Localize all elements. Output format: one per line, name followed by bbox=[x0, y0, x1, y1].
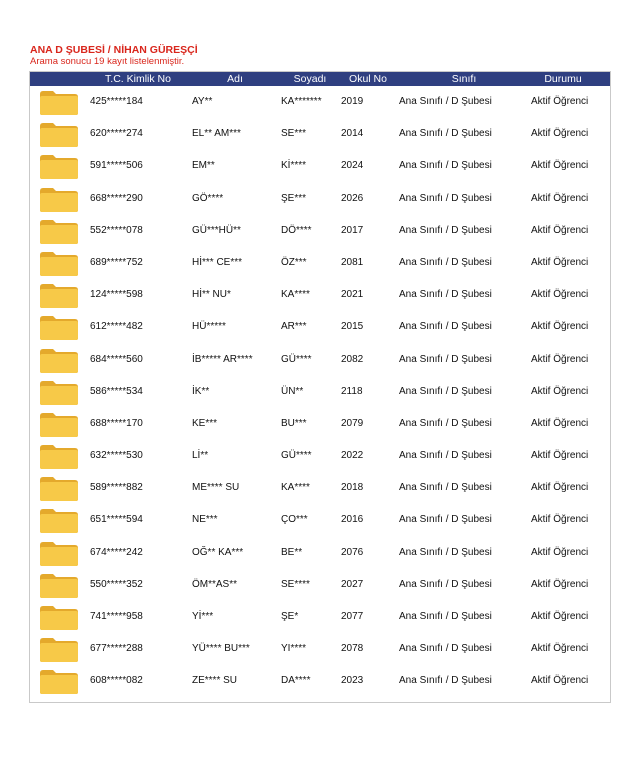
table-row[interactable] bbox=[30, 472, 610, 504]
cell-sinif: Ana Sınıfı / D Şubesi bbox=[399, 643, 492, 655]
folder-icon[interactable] bbox=[39, 122, 79, 148]
cell-okul-no: 2081 bbox=[341, 256, 364, 268]
cell-soyad: GÜ**** bbox=[281, 450, 312, 462]
cell-sinif: Ana Sınıfı / D Şubesi bbox=[399, 417, 492, 429]
cell-okul-no: 2023 bbox=[341, 675, 364, 687]
cell-sinif: Ana Sınıfı / D Şubesi bbox=[399, 256, 492, 268]
cell-soyad: SE**** bbox=[281, 578, 310, 590]
cell-durum: Aktif Öğrenci bbox=[531, 643, 589, 655]
cell-okul-no: 2021 bbox=[341, 289, 364, 301]
cell-durum: Aktif Öğrenci bbox=[531, 353, 589, 365]
column-header-sinif[interactable]: Sınıfı bbox=[451, 73, 477, 85]
folder-icon[interactable] bbox=[39, 283, 79, 309]
cell-ad: Hİ** NU* bbox=[192, 289, 231, 301]
cell-sinif: Ana Sınıfı / D Şubesi bbox=[399, 224, 492, 236]
cell-durum: Aktif Öğrenci bbox=[531, 160, 589, 172]
cell-durum: Aktif Öğrenci bbox=[531, 675, 589, 687]
cell-soyad: ÖZ*** bbox=[281, 256, 307, 268]
cell-ad: GÜ***HÜ** bbox=[192, 224, 241, 236]
cell-ad: İK** bbox=[192, 385, 210, 397]
cell-soyad: SE*** bbox=[281, 128, 307, 140]
cell-ad: OĞ** KA*** bbox=[192, 546, 244, 558]
column-header-soyad[interactable]: Soyadı bbox=[293, 73, 327, 85]
cell-soyad: GÜ**** bbox=[281, 353, 312, 365]
cell-soyad: Kİ**** bbox=[281, 160, 307, 172]
cell-ad: İB***** AR**** bbox=[192, 353, 253, 365]
cell-tc: 668*****290 bbox=[90, 192, 143, 204]
cell-tc: 612*****482 bbox=[90, 321, 143, 333]
cell-soyad: DÖ**** bbox=[281, 224, 312, 236]
cell-durum: Aktif Öğrenci bbox=[531, 482, 589, 494]
cell-ad: Lİ** bbox=[192, 450, 209, 462]
folder-icon[interactable] bbox=[39, 412, 79, 438]
table-header bbox=[30, 72, 610, 86]
cell-okul-no: 2082 bbox=[341, 353, 364, 365]
cell-sinif: Ana Sınıfı / D Şubesi bbox=[399, 192, 492, 204]
cell-durum: Aktif Öğrenci bbox=[531, 578, 589, 590]
cell-soyad: YI**** bbox=[281, 643, 307, 655]
table-row[interactable] bbox=[30, 408, 610, 440]
cell-durum: Aktif Öğrenci bbox=[531, 450, 589, 462]
cell-sinif: Ana Sınıfı / D Şubesi bbox=[399, 96, 492, 107]
student-table bbox=[29, 71, 611, 703]
cell-durum: Aktif Öğrenci bbox=[531, 321, 589, 333]
cell-okul-no: 2017 bbox=[341, 224, 364, 236]
folder-icon[interactable] bbox=[39, 476, 79, 502]
cell-okul-no: 2019 bbox=[341, 96, 364, 107]
cell-okul-no: 2015 bbox=[341, 321, 364, 333]
cell-okul-no: 2027 bbox=[341, 578, 364, 590]
cell-tc: 620*****274 bbox=[90, 128, 143, 140]
cell-sinif: Ana Sınıfı / D Şubesi bbox=[399, 611, 492, 622]
cell-sinif: Ana Sınıfı / D Şubesi bbox=[399, 289, 492, 301]
table-row[interactable] bbox=[30, 504, 610, 536]
cell-ad: EM** bbox=[192, 160, 215, 172]
cell-durum: Aktif Öğrenci bbox=[531, 289, 589, 301]
cell-tc: 589*****882 bbox=[90, 482, 143, 494]
cell-ad: YÜ**** BU*** bbox=[192, 643, 250, 655]
result-count-text: Arama sonucu 19 kayıt listelenmiştir. bbox=[30, 56, 185, 67]
cell-okul-no: 2077 bbox=[341, 611, 364, 622]
table-row[interactable] bbox=[30, 118, 610, 150]
folder-icon[interactable] bbox=[39, 251, 79, 277]
cell-durum: Aktif Öğrenci bbox=[531, 385, 589, 397]
column-header-durum[interactable]: Durumu bbox=[544, 73, 582, 85]
cell-durum: Aktif Öğrenci bbox=[531, 417, 589, 429]
cell-sinif: Ana Sınıfı / D Şubesi bbox=[399, 160, 492, 172]
cell-ad: ÖM**AS** bbox=[192, 578, 238, 590]
cell-soyad: BE** bbox=[281, 546, 303, 558]
cell-sinif: Ana Sınıfı / D Şubesi bbox=[399, 546, 492, 558]
table-row[interactable] bbox=[30, 440, 610, 472]
cell-sinif: Ana Sınıfı / D Şubesi bbox=[399, 482, 492, 494]
table-row[interactable] bbox=[30, 537, 610, 569]
cell-ad: EL** AM*** bbox=[192, 128, 241, 140]
folder-icon[interactable] bbox=[39, 444, 79, 470]
cell-ad: ZE**** SU bbox=[192, 675, 238, 687]
cell-soyad: AR*** bbox=[281, 321, 307, 333]
table-row[interactable] bbox=[30, 601, 610, 633]
cell-okul-no: 2118 bbox=[341, 385, 363, 397]
folder-icon[interactable] bbox=[39, 348, 79, 374]
cell-tc: 608*****082 bbox=[90, 675, 143, 687]
table-row[interactable] bbox=[30, 215, 610, 247]
cell-okul-no: 2024 bbox=[341, 160, 364, 172]
table-row[interactable] bbox=[30, 344, 610, 376]
cell-sinif: Ana Sınıfı / D Şubesi bbox=[399, 128, 492, 140]
cell-sinif: Ana Sınıfı / D Şubesi bbox=[399, 675, 492, 687]
cell-okul-no: 2026 bbox=[341, 192, 364, 204]
cell-durum: Aktif Öğrenci bbox=[531, 128, 589, 140]
folder-icon[interactable] bbox=[39, 541, 79, 567]
cell-ad: AY** bbox=[192, 96, 213, 107]
column-header-tc[interactable]: T.C. Kimlik No bbox=[105, 73, 171, 85]
cell-durum: Aktif Öğrenci bbox=[531, 256, 589, 268]
cell-sinif: Ana Sınıfı / D Şubesi bbox=[399, 321, 492, 333]
cell-ad: Yİ*** bbox=[192, 611, 214, 622]
cell-soyad: DA**** bbox=[281, 675, 311, 687]
folder-icon[interactable] bbox=[39, 219, 79, 245]
cell-durum: Aktif Öğrenci bbox=[531, 224, 589, 236]
table-row[interactable] bbox=[30, 665, 610, 697]
column-header-okul-no[interactable]: Okul No bbox=[349, 73, 387, 85]
page-title: ANA D ŞUBESİ / NİHAN GÜREŞÇİ bbox=[30, 44, 198, 56]
cell-tc: 684*****560 bbox=[90, 353, 143, 365]
cell-tc: 632*****530 bbox=[90, 450, 143, 462]
cell-soyad: KA******* bbox=[281, 96, 322, 107]
cell-okul-no: 2076 bbox=[341, 546, 364, 558]
cell-ad: NE*** bbox=[192, 514, 218, 526]
cell-sinif: Ana Sınıfı / D Şubesi bbox=[399, 450, 492, 462]
cell-tc: 689*****752 bbox=[90, 256, 143, 268]
cell-tc: 674*****242 bbox=[90, 546, 143, 558]
cell-durum: Aktif Öğrenci bbox=[531, 611, 589, 622]
cell-ad: KE*** bbox=[192, 417, 218, 429]
cell-soyad: BU*** bbox=[281, 417, 307, 429]
cell-soyad: ŞE* bbox=[281, 611, 299, 622]
cell-tc: 677*****288 bbox=[90, 643, 143, 655]
folder-icon[interactable] bbox=[39, 637, 79, 663]
table-body bbox=[30, 86, 610, 698]
cell-ad: HÜ***** bbox=[192, 321, 226, 333]
table-row[interactable] bbox=[30, 279, 610, 311]
cell-sinif: Ana Sınıfı / D Şubesi bbox=[399, 353, 492, 365]
cell-sinif: Ana Sınıfı / D Şubesi bbox=[399, 514, 492, 526]
cell-durum: Aktif Öğrenci bbox=[531, 514, 589, 526]
cell-okul-no: 2014 bbox=[341, 128, 364, 140]
cell-tc: 124*****598 bbox=[90, 289, 143, 301]
cell-soyad: ŞE*** bbox=[281, 192, 307, 204]
cell-soyad: ÇO*** bbox=[281, 514, 308, 526]
cell-soyad: ÜN** bbox=[281, 385, 304, 397]
folder-icon[interactable] bbox=[39, 508, 79, 534]
table-row[interactable] bbox=[30, 150, 610, 182]
cell-ad: Hİ*** CE*** bbox=[192, 256, 243, 268]
folder-icon[interactable] bbox=[39, 573, 79, 599]
cell-soyad: KA**** bbox=[281, 289, 310, 301]
cell-okul-no: 2018 bbox=[341, 482, 364, 494]
cell-tc: 550*****352 bbox=[90, 578, 143, 590]
cell-okul-no: 2016 bbox=[341, 514, 364, 526]
table-row[interactable] bbox=[30, 183, 610, 215]
cell-sinif: Ana Sınıfı / D Şubesi bbox=[399, 578, 492, 590]
cell-ad: GÖ**** bbox=[192, 192, 224, 204]
table-row[interactable] bbox=[30, 86, 610, 118]
cell-tc: 586*****534 bbox=[90, 385, 143, 397]
cell-durum: Aktif Öğrenci bbox=[531, 192, 589, 204]
cell-durum: Aktif Öğrenci bbox=[531, 96, 589, 107]
folder-icon[interactable] bbox=[39, 380, 79, 406]
table-row[interactable] bbox=[30, 311, 610, 343]
folder-icon[interactable] bbox=[39, 669, 79, 695]
table-row[interactable] bbox=[30, 569, 610, 601]
folder-icon[interactable] bbox=[39, 90, 79, 116]
cell-tc: 425*****184 bbox=[90, 96, 143, 107]
cell-okul-no: 2022 bbox=[341, 450, 364, 462]
cell-soyad: KA**** bbox=[281, 482, 310, 494]
folder-icon[interactable] bbox=[39, 315, 79, 341]
cell-okul-no: 2079 bbox=[341, 417, 364, 429]
cell-tc: 591*****506 bbox=[90, 160, 143, 172]
cell-ad: ME**** SU bbox=[192, 482, 240, 494]
cell-sinif: Ana Sınıfı / D Şubesi bbox=[399, 385, 492, 397]
cell-tc: 552*****078 bbox=[90, 224, 143, 236]
cell-okul-no: 2078 bbox=[341, 643, 364, 655]
folder-icon[interactable] bbox=[39, 154, 79, 180]
cell-durum: Aktif Öğrenci bbox=[531, 546, 589, 558]
table-row[interactable] bbox=[30, 376, 610, 408]
folder-icon[interactable] bbox=[39, 187, 79, 213]
cell-tc: 688*****170 bbox=[90, 417, 143, 429]
folder-icon[interactable] bbox=[39, 605, 79, 631]
table-row[interactable] bbox=[30, 633, 610, 665]
column-header-ad[interactable]: Adı bbox=[227, 73, 243, 85]
cell-tc: 651*****594 bbox=[90, 514, 143, 526]
cell-tc: 741*****958 bbox=[90, 611, 143, 622]
table-row[interactable] bbox=[30, 247, 610, 279]
